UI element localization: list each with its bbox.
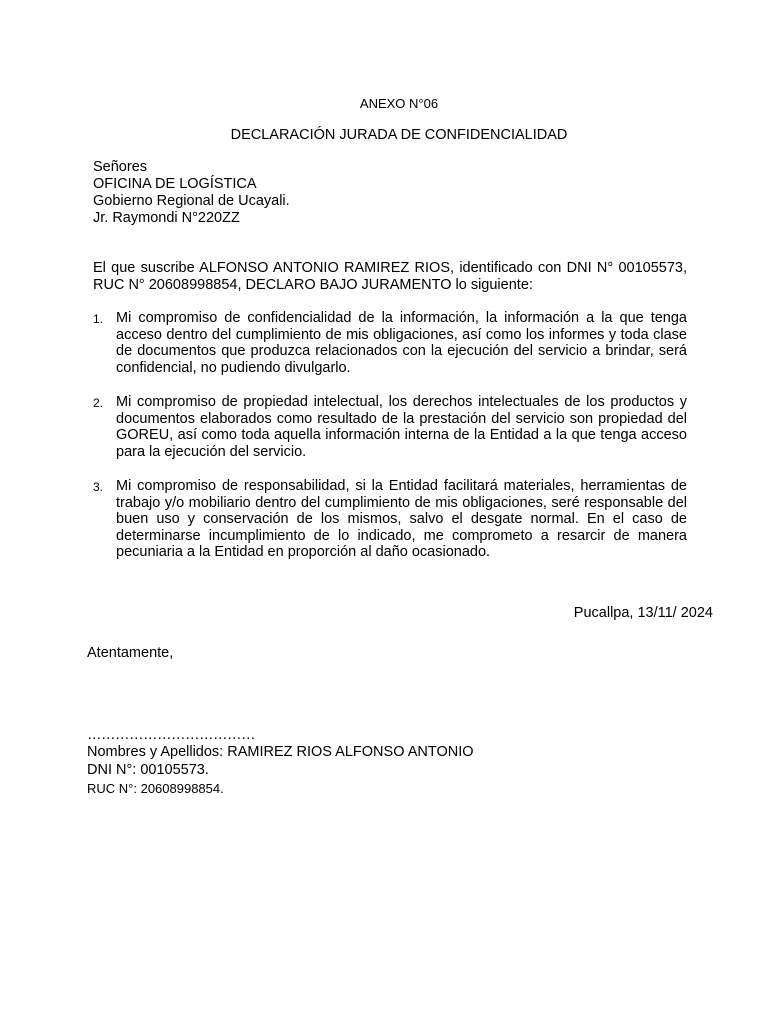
annex-number: ANEXO N°06 [359, 96, 439, 111]
recipient-organization: Gobierno Regional de Ucayali. [93, 193, 290, 209]
list-item-number: 2. [93, 396, 104, 410]
list-item-number: 3. [93, 480, 104, 494]
recipient-block [93, 159, 290, 227]
list-item-number: 1. [93, 312, 104, 326]
signature-line: ……………………………… [87, 727, 255, 743]
list-item [93, 478, 687, 561]
recipient-address: Jr. Raymondi N°220ZZ [93, 210, 240, 226]
intro-paragraph: El que suscribe ALFONSO ANTONIO RAMIREZ RIOS, identificado con DNI N° 00105573, RUC N° 20608998854, DECLARO BAJO JURAMENTO lo siguiente: [93, 260, 687, 293]
list-item [93, 394, 687, 460]
recipient-office: OFICINA DE LOGÍSTICA [93, 176, 257, 192]
list-item-text: Mi compromiso de propiedad intelectual, los derechos intelectuales de los productos y documentos elaborados como resultado de la prestación del servicio son propiedad del GOREU, así como toda aquella información interna de la Entidad a la que tenga acceso para la ejecución del servicio. [116, 394, 687, 460]
document-title: DECLARACIÓN JURADA DE CONFIDENCIALIDAD [230, 127, 568, 143]
list-item [93, 310, 687, 376]
signer-ruc: RUC N°: 20608998854. [87, 781, 224, 796]
list-item-text: Mi compromiso de confidencialidad de la información, la información a la que tenga acceso dentro del cumplimiento de mis obligaciones, así como los informes y toda clase de documentos que produzca relacionados con la ejecución del servicio a brindar, será confidencial, no pudiendo divulgarlo. [116, 310, 687, 376]
signer-dni: DNI N°: 00105573. [87, 762, 209, 778]
list-item-text: Mi compromiso de responsabilidad, si la Entidad facilitará materiales, herramientas de trabajo y/o mobiliario dentro del cumplimiento de mis obligaciones, seré responsable del buen uso y conservación de los mismos, salvo el desgate normal. En el caso de determinarse incumplimiento de lo indicado, me comprometo a resarcir de manera pecuniaria a la Entidad en proporción al daño ocasionado. [116, 478, 687, 561]
signer-name: Nombres y Apellidos: RAMIREZ RIOS ALFONSO ANTONIO [87, 744, 474, 760]
closing-salutation: Atentamente, [87, 645, 174, 661]
place-date: Pucallpa, 13/11/ 2024 [573, 605, 713, 621]
recipient-salutation: Señores [93, 159, 148, 175]
